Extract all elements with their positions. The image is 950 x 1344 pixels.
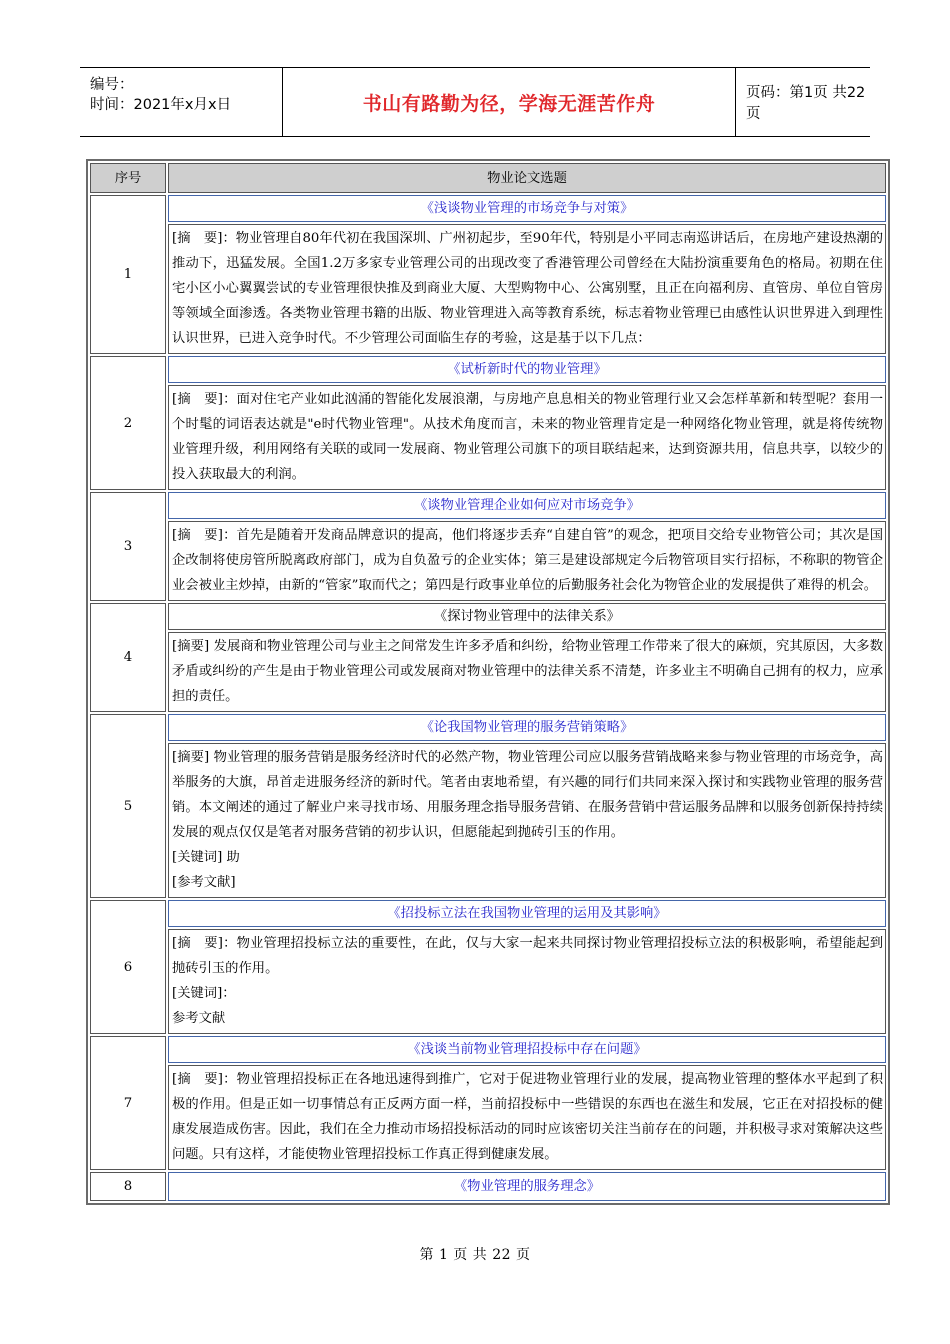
row-number: 8 bbox=[90, 1172, 166, 1201]
header-left-cell bbox=[80, 68, 283, 136]
abstract-text: [摘 要]：物业管理招投标正在各地迅速得到推广，它对于促进物业管理行业的发展，提高物业管理的整体水平起到了积极的作用。但是正如一切事情总有正反两方面一样，当前招投标中一些错误的东西也在滋生和发展，它正在对招投标的健康发展造成伤害。因此，我们在全力推动市场招投标活动的同时应该密切关注当前存在的问题，并积极寻求对策解决这些问题。只有这样，才能使物业管理招投标工作真正得到健康发展。 bbox=[172, 1072, 883, 1162]
table-row-abstract bbox=[90, 385, 886, 490]
table-row-abstract bbox=[90, 929, 886, 1034]
abstract-text: [摘要] 发展商和物业管理公司与业主之间常发生许多矛盾和纠纷，给物业管理工作带来了很大的麻烦，究其原因，大多数矛盾或纠纷的产生是由于物业管理公司或发展商对物业管理中的法律关系不清楚，许多业主不明确自己拥有的权力，应承担的责任。 bbox=[172, 639, 883, 704]
abstract-cell bbox=[168, 385, 886, 490]
table-row-abstract bbox=[90, 632, 886, 712]
abstract-cell bbox=[168, 929, 886, 1034]
abstract-extra-line: [关键词] 助 bbox=[172, 850, 240, 865]
abstract-text: [摘 要]：首先是随着开发商品牌意识的提高，他们将逐步丢弃“自建自管”的观念，把项目交给专业物管公司；其次是国企改制将使房管所脱离政府部门，成为自负盈亏的企业实体；第三是建设部规定今后物管项目实行招标，不称职的物管企业会被业主炒掉，由新的“管家”取而代之；第四是行政事业单位的后勤服务社会化为物管企业的发展提供了难得的机会。 bbox=[172, 528, 883, 593]
table-header-row bbox=[90, 163, 886, 193]
column-header-title: 物业论文选题 bbox=[168, 163, 886, 193]
abstract-cell bbox=[168, 632, 886, 712]
page-info: 页码：第1页 共22页 bbox=[746, 85, 866, 122]
abstract-cell bbox=[168, 1065, 886, 1170]
page-footer: 第 1 页 共 22 页 bbox=[419, 1247, 531, 1263]
table-body bbox=[90, 195, 886, 1201]
table-row-abstract bbox=[90, 1065, 886, 1170]
abstract-cell bbox=[168, 743, 886, 898]
table-row bbox=[90, 195, 886, 222]
abstract-text: [摘要] 物业管理的服务营销是服务经济时代的必然产物，物业管理公司应以服务营销战略来参与物业管理的市场竞争，高举服务的大旗，昂首走进服务经济的新时代。笔者由衷地希望，有兴趣的同行们共同来深入探讨和实践物业管理的服务营销。本文阐述的通过了解业户来寻找市场、用服务理念指导服务营销、在服务营销中营运服务品牌和以服务创新保持持续发展的观点仅仅是笔者对服务营销的初步认识，但愿能起到抛砖引玉的作用。 bbox=[172, 750, 883, 840]
table-row-abstract bbox=[90, 743, 886, 898]
abstract-extra-line: [参考文献] bbox=[172, 875, 236, 890]
row-number: 1 bbox=[90, 195, 166, 354]
column-header-number: 序号 bbox=[90, 163, 166, 193]
paper-title: 《谈物业管理企业如何应对市场竞争》 bbox=[168, 492, 886, 519]
table-row bbox=[90, 1172, 886, 1201]
paper-title: 《浅谈当前物业管理招投标中存在问题》 bbox=[168, 1036, 886, 1063]
row-number: 6 bbox=[90, 900, 166, 1034]
header-motto-cell bbox=[283, 68, 736, 136]
table-row bbox=[90, 900, 886, 927]
abstract-cell bbox=[168, 224, 886, 354]
table-row bbox=[90, 1036, 886, 1063]
row-number: 5 bbox=[90, 714, 166, 898]
table-row bbox=[90, 603, 886, 630]
table-row bbox=[90, 714, 886, 741]
paper-title: 《论我国物业管理的服务营销策略》 bbox=[168, 714, 886, 741]
paper-title: 《探讨物业管理中的法律关系》 bbox=[168, 603, 886, 630]
table-row-abstract bbox=[90, 224, 886, 354]
abstract-extra-line: [关键词]： bbox=[172, 986, 236, 1001]
paper-title: 《招投标立法在我国物业管理的运用及其影响》 bbox=[168, 900, 886, 927]
paper-title: 《物业管理的服务理念》 bbox=[168, 1172, 886, 1201]
topics-table bbox=[88, 161, 888, 1203]
date-label: 时间：2021年x月x日 bbox=[90, 97, 232, 113]
table-row-abstract bbox=[90, 521, 886, 601]
page-header bbox=[80, 67, 870, 137]
row-number: 2 bbox=[90, 356, 166, 490]
row-number: 7 bbox=[90, 1036, 166, 1170]
motto: 书山有路勤为径，学海无涯苦作舟 bbox=[362, 92, 656, 115]
topics-table-frame bbox=[86, 159, 890, 1205]
row-number: 3 bbox=[90, 492, 166, 601]
table-row bbox=[90, 356, 886, 383]
paper-title: 《试析新时代的物业管理》 bbox=[168, 356, 886, 383]
abstract-text: [摘 要]：物业管理招投标立法的重要性，在此，仅与大家一起来共同探讨物业管理招投标立法的积极影响，希望能起到抛砖引玉的作用。 bbox=[172, 936, 883, 976]
abstract-cell bbox=[168, 521, 886, 601]
abstract-text: [摘 要]：物业管理自80年代初在我国深圳、广州初起步，至90年代，特别是小平同志南巡讲话后，在房地产建设热潮的推动下，迅猛发展。全国1.2万多家专业管理公司的出现改变了香港管理公司曾经在大陆扮演重要角色的格局。初期在住宅小区小心翼翼尝试的专业管理很快推及到商业大厦、大型购物中心、公寓别墅，且正在向福利房、直管房、单位自管房等领域全面渗透。各类物业管理书籍的出版、物业管理进入高等教育系统，标志着物业管理已由感性认识世界进入到理性认识世界，已进入竞争时代。不少管理公司面临生存的考验，这是基于以下几点： bbox=[172, 231, 883, 346]
code-label: 编号： bbox=[90, 77, 134, 93]
table-row bbox=[90, 492, 886, 519]
row-number: 4 bbox=[90, 603, 166, 712]
paper-title: 《浅谈物业管理的市场竞争与对策》 bbox=[168, 195, 886, 222]
abstract-text: [摘 要]：面对住宅产业如此汹涌的智能化发展浪潮，与房地产息息相关的物业管理行业又会怎样革新和转型呢？套用一个时髦的词语表达就是"e时代物业管理"。从技术角度而言，未来的物业管理肯定是一种网络化物业管理，就是将传统物业管理升级，利用网络有关联的或同一发展商、物业管理公司旗下的项目联结起来，达到资源共用，信息共享，以较少的投入获取最大的利润。 bbox=[172, 392, 883, 482]
abstract-extra-line: 参考文献 bbox=[172, 1011, 226, 1026]
header-page-cell bbox=[736, 68, 870, 136]
